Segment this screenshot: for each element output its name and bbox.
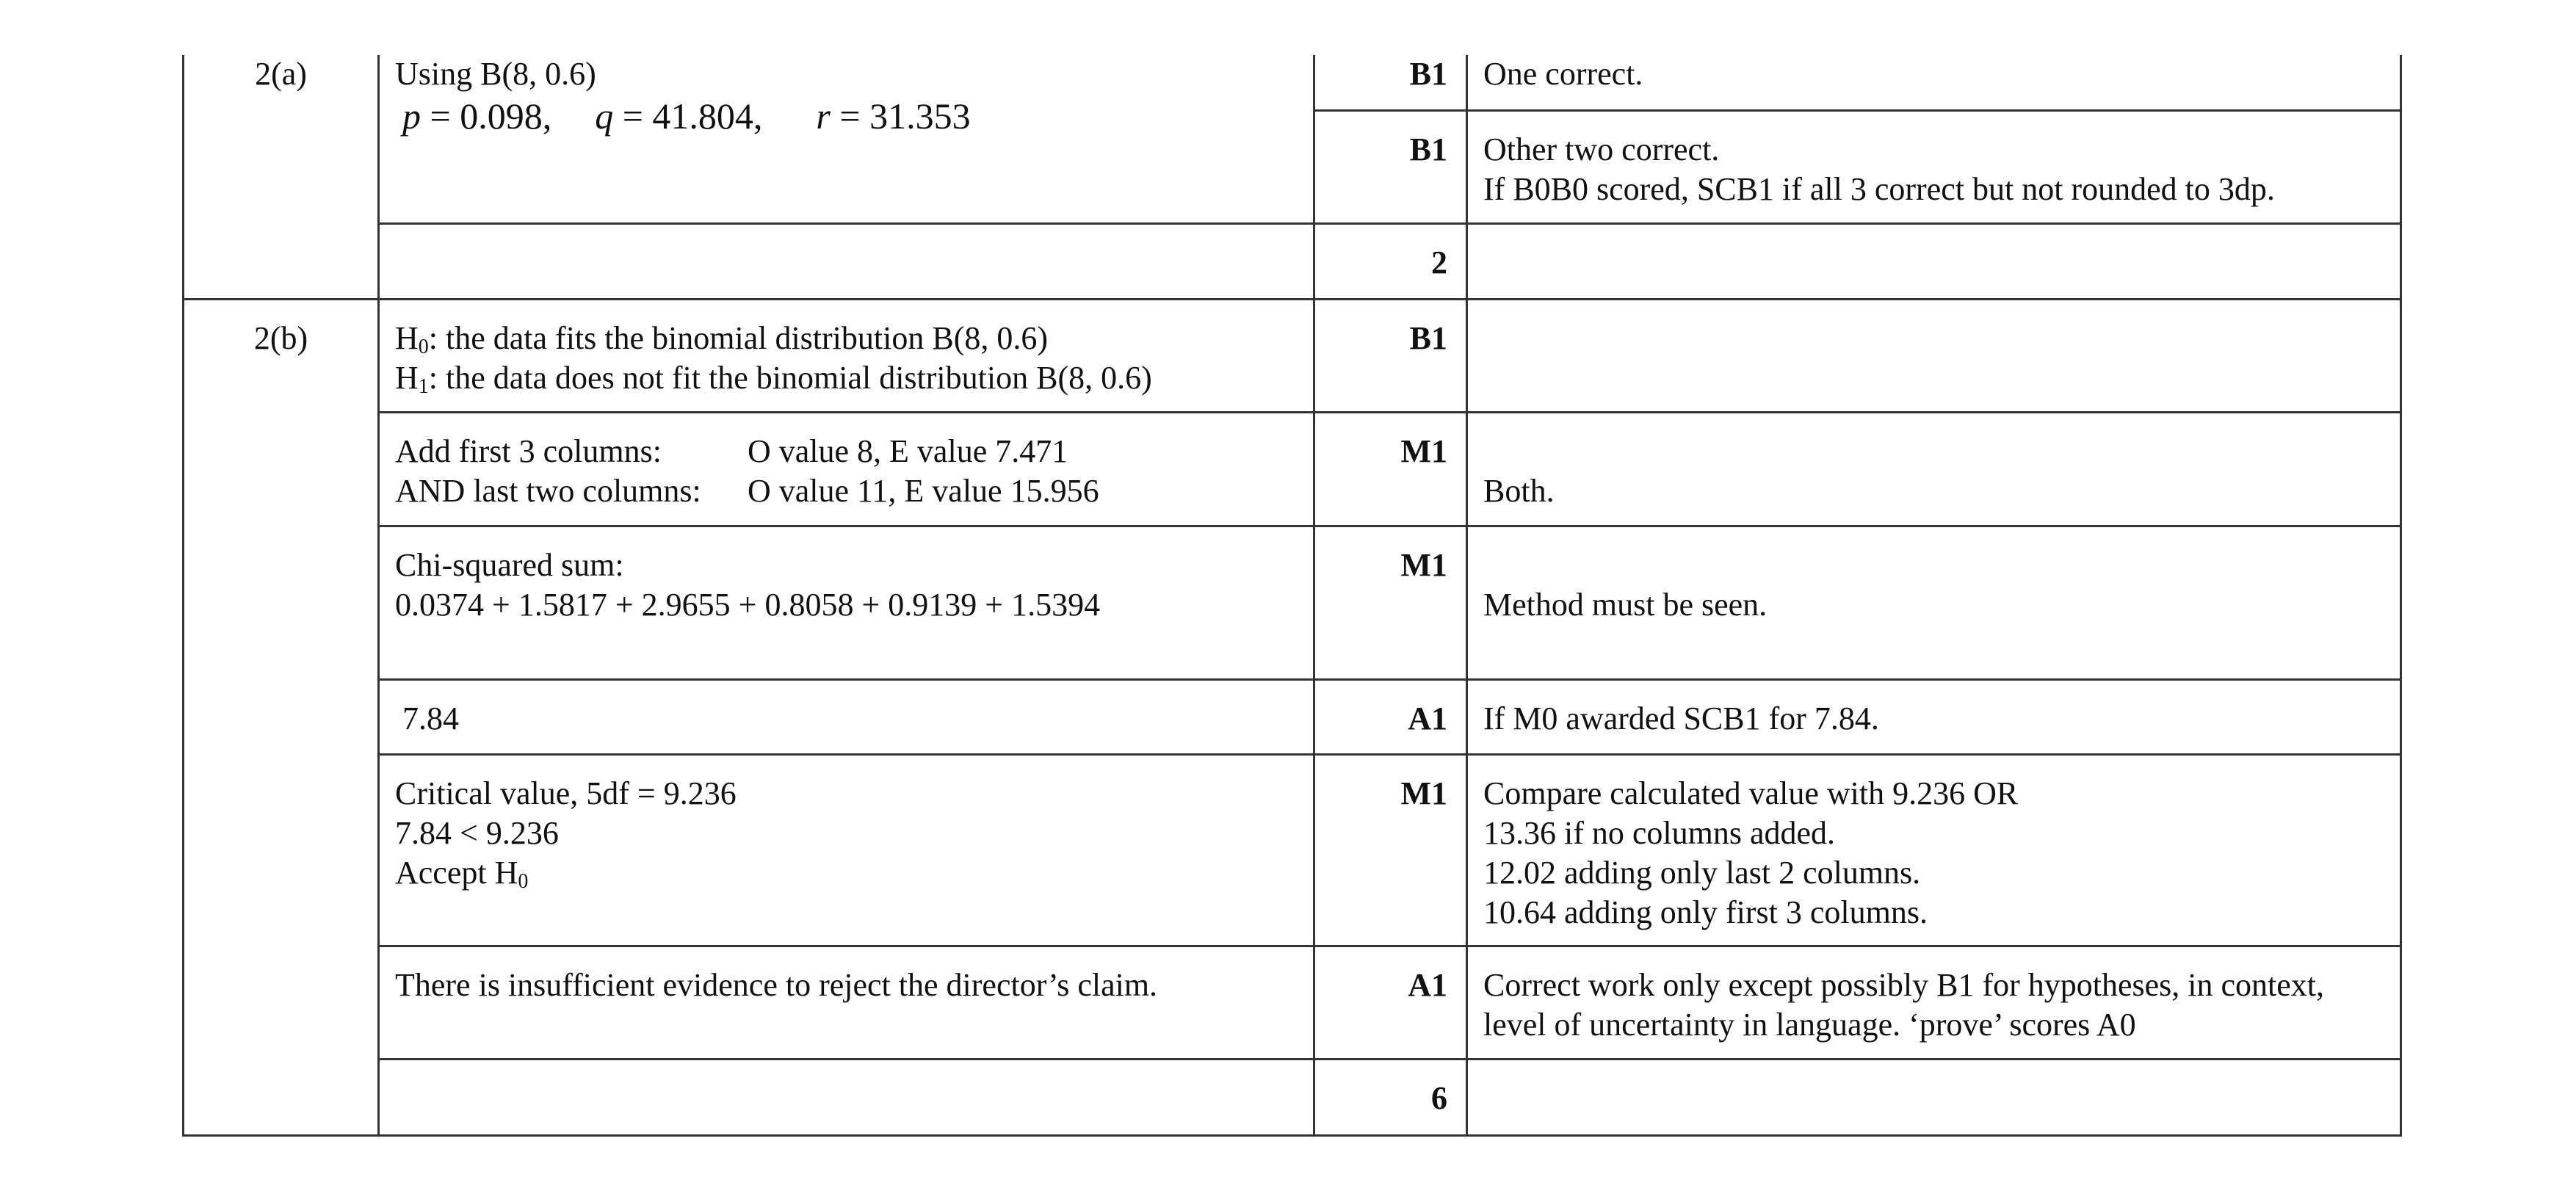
conclusion: There is insufficient evidence to reject the director’s claim. xyxy=(395,967,1158,1003)
mark-combine: M1 xyxy=(1400,433,1447,469)
table-border-right xyxy=(2400,55,2402,1137)
row-divider-part-b xyxy=(182,298,2402,300)
pqr-values-line xyxy=(395,94,971,138)
chi-squared-terms: 0.0374 + 1.5817 + 2.9655 + 0.8058 + 0.9139 + 1.5394 xyxy=(395,587,1101,623)
r-value: = 31.353 xyxy=(839,95,971,137)
row-divider-b3 xyxy=(377,678,2402,681)
guidance-critical-line1: Compare calculated value with 9.236 OR xyxy=(1483,775,2019,811)
using-distribution-line: Using B(8, 0.6) xyxy=(395,56,596,92)
mark-chi-squared: M1 xyxy=(1400,547,1447,583)
row-divider-b4 xyxy=(377,753,2402,756)
alternative-hypothesis: $H_1$: the data does not fit the binomial distribution B(8, 0.6) xyxy=(395,360,1152,398)
guidance-conclusion-line1: Correct work only except possibly B1 for hypotheses, in context, xyxy=(1483,967,2325,1003)
guidance-critical-line2: 13.36 if no columns added. xyxy=(1483,815,1836,851)
guidance-combine: Both. xyxy=(1483,473,1555,509)
guidance-conclusion-line2: level of uncertainty in language. ‘prove’ scores A0 xyxy=(1483,1007,2136,1043)
question-number-2b: 2(b) xyxy=(253,320,308,356)
mark-result: A1 xyxy=(1408,700,1447,736)
guidance-critical-line4: 10.64 adding only first 3 columns. xyxy=(1483,894,1928,930)
table-border-left xyxy=(182,55,184,1137)
row-divider-b1 xyxy=(377,411,2402,413)
row-divider-a1 xyxy=(1313,109,2402,112)
total-2a: 2 xyxy=(1431,245,1447,280)
guidance-critical-line3: 12.02 adding only last 2 columns. xyxy=(1483,855,1921,891)
row-divider-b2 xyxy=(377,525,2402,527)
row-divider-a-total xyxy=(377,222,2402,225)
combine-last-columns: AND last two columns: O value 11, E value 15.956 xyxy=(395,473,1099,509)
column-divider-guidance xyxy=(1466,55,1468,1137)
comparison-line: 7.84 < 9.236 xyxy=(395,815,559,851)
hypotheses xyxy=(395,319,1152,398)
q-value: = 41.804, xyxy=(622,95,763,137)
critical-value-line: Critical value, 5df = 9.236 xyxy=(395,775,737,811)
row-divider-b5 xyxy=(377,945,2402,947)
p-variable: p xyxy=(402,95,421,137)
guidance-2a-one: One correct. xyxy=(1483,56,1643,92)
column-divider-answer xyxy=(377,55,380,1137)
chi-squared-label: Chi-squared sum: xyxy=(395,547,624,583)
mark-conclusion: A1 xyxy=(1408,967,1447,1003)
guidance-chi-squared: Method must be seen. xyxy=(1483,587,1768,623)
combine-first-columns: Add first 3 columns: O value 8, E value 7.471 xyxy=(395,433,1068,469)
mark-hypotheses: B1 xyxy=(1409,320,1447,356)
guidance-2a-two xyxy=(1483,130,2275,209)
table-border-bottom xyxy=(182,1134,2402,1137)
null-hypothesis: $H_0$: the data fits the binomial distribution B(8, 0.6) xyxy=(395,320,1048,358)
r-variable: r xyxy=(816,95,831,137)
row-divider-b-total xyxy=(377,1058,2402,1060)
question-number-2a: 2(a) xyxy=(255,56,307,92)
mark-critical: M1 xyxy=(1400,775,1447,811)
guidance-2a-two-line2: If B0B0 scored, SCB1 if all 3 correct but not rounded to 3dp. xyxy=(1483,171,2275,207)
guidance-result: If M0 awarded SCB1 for 7.84. xyxy=(1483,700,1879,736)
answer-2a xyxy=(395,54,971,138)
guidance-critical xyxy=(1483,774,2018,932)
chi-squared-result: 7.84 xyxy=(402,700,459,736)
total-2b: 6 xyxy=(1431,1080,1447,1116)
combine-columns xyxy=(395,432,1099,511)
accept-h0-line: Accept $H_0$ xyxy=(395,855,529,893)
mark-2a-one: B1 xyxy=(1409,56,1447,92)
guidance-conclusion xyxy=(1483,966,2324,1045)
critical-value xyxy=(395,774,737,893)
chi-squared-sum xyxy=(395,546,1100,625)
q-variable: q xyxy=(595,95,614,137)
guidance-2a-two-line1: Other two correct. xyxy=(1483,131,1720,167)
mark-2a-two: B1 xyxy=(1409,131,1447,167)
p-value: = 0.098, xyxy=(430,95,552,137)
